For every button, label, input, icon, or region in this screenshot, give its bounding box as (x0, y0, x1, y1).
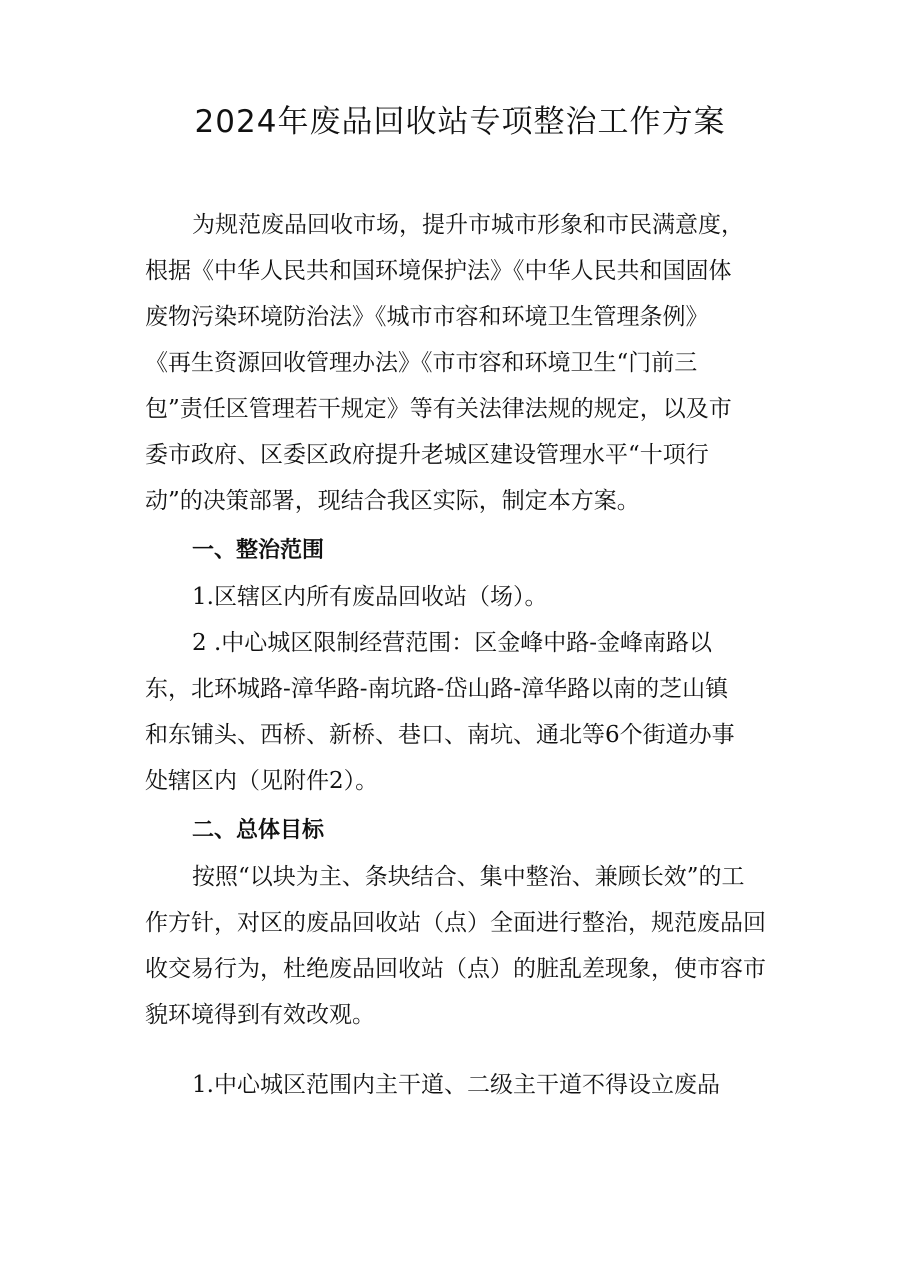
scope-item-2-line: 东，北环城路-漳华路-南坑路-岱山路-漳华路以南的芝山镇 (145, 676, 729, 702)
goals-line: 按照“以块为主、条块结合、集中整治、兼顾长效”的工 (192, 864, 745, 890)
document-title: 2024年废品回收站专项整治工作方案 (194, 104, 726, 140)
goals-line: 貌环境得到有效改观。 (145, 1002, 375, 1028)
scope-item-2-line: 处辖区内（见附件2）。 (145, 768, 379, 794)
intro-line: 根据《中华人民共和国环境保护法》《中华人民共和国固体 (145, 258, 732, 284)
intro-line: 动”的决策部署，现结合我区实际，制定本方案。 (145, 488, 640, 514)
intro-line: 《再生资源回收管理办法》《市市容和环境卫生“门前三 (145, 350, 698, 376)
intro-line: 包”责任区管理若干规定》等有关法律法规的规定，以及市 (145, 396, 732, 422)
scope-item-1: 1.区辖区内所有废品回收站（场）。 (192, 584, 548, 610)
scope-item-2-line: 2 .中心城区限制经营范围：区金峰中路-金峰南路以 (192, 630, 713, 656)
intro-line: 为规范废品回收市场，提升市城市形象和市民满意度， (192, 212, 744, 238)
goals-item-1: 1.中心城区范围内主干道、二级主干道不得设立废品 (192, 1072, 720, 1098)
intro-line: 委市政府、区委区政府提升老城区建设管理水平“十项行 (145, 442, 709, 468)
goals-line: 收交易行为，杜绝废品回收站（点）的脏乱差现象，使市容市 (145, 956, 766, 982)
section-heading-scope: 一、整治范围 (192, 538, 325, 563)
section-heading-goals: 二、总体目标 (192, 818, 325, 843)
goals-line: 作方针，对区的废品回收站（点）全面进行整治，规范废品回 (145, 910, 766, 936)
intro-line: 废物污染环境防治法》《城市市容和环境卫生管理条例》 (145, 304, 709, 330)
scope-item-2-line: 和东铺头、西桥、新桥、巷口、南坑、通北等6个街道办事 (145, 722, 735, 748)
